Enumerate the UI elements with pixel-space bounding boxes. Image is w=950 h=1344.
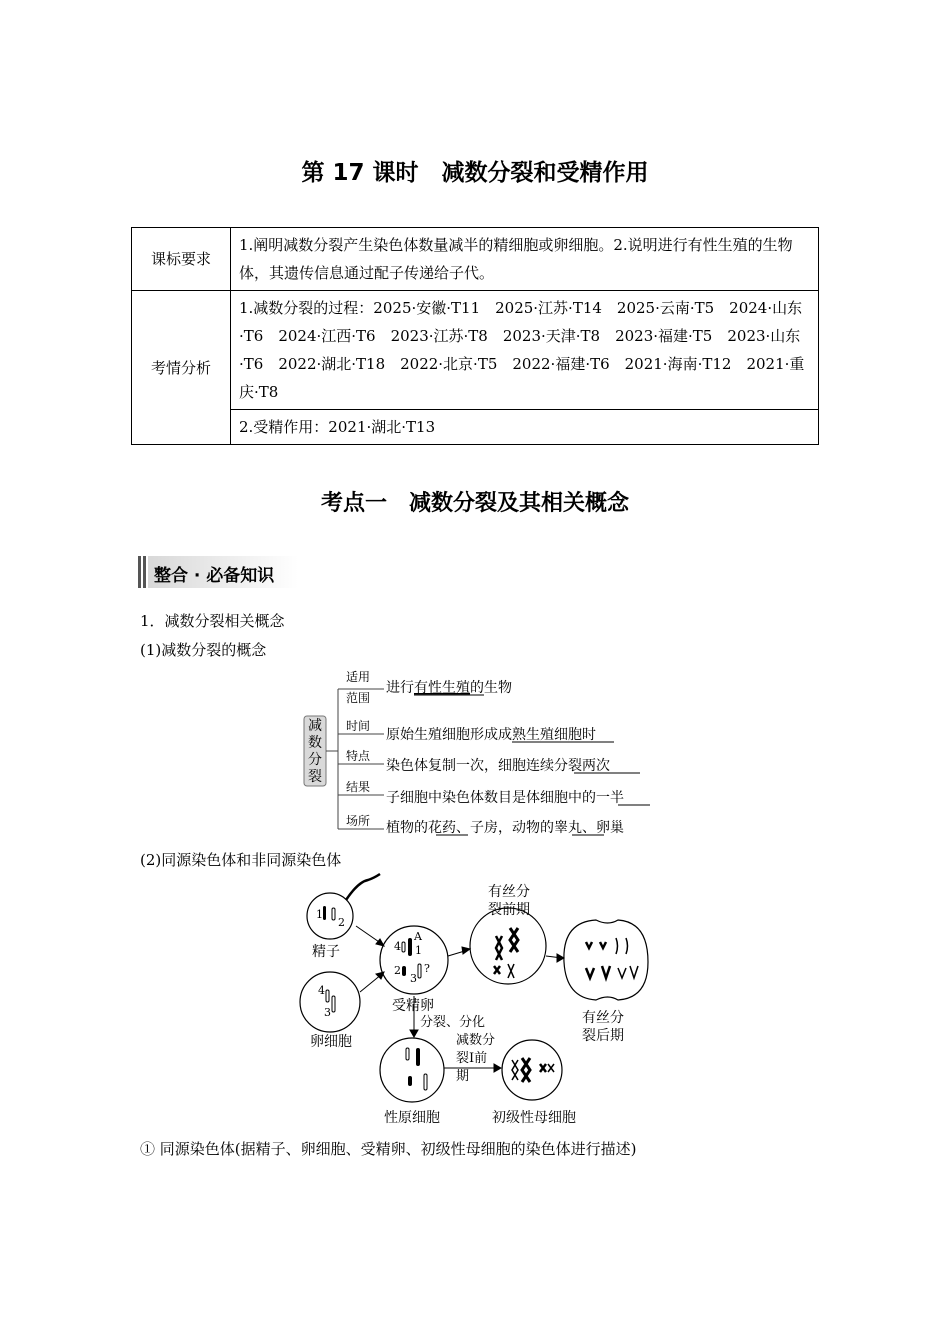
item-1: 1．减数分裂相关概念 xyxy=(140,612,285,630)
result-text: 子细胞中染色体数目是体细胞中的一半 xyxy=(386,790,624,806)
analysis-text-2: 2.受精作用：2021·湖北·T13 xyxy=(231,410,819,445)
label-mitosis-anaphase: 裂后期 xyxy=(582,1028,624,1044)
label-germ-cell: 性原细胞 xyxy=(384,1110,440,1126)
label-mitosis-anaphase: 有丝分 xyxy=(582,1010,624,1026)
label-meiosis: 减数分 xyxy=(456,1033,496,1048)
root-char: 减 xyxy=(308,718,322,734)
root-char: 分 xyxy=(308,752,322,768)
label-place: 场所 xyxy=(346,814,371,828)
time-text: 原始生殖细胞形成成熟生殖细胞时 xyxy=(386,727,596,743)
banner-text: 整合 · 必备知识 xyxy=(154,566,275,586)
req-label: 课标要求 xyxy=(132,228,231,291)
item-1-2: (2)同源染色体和非同源染色体 xyxy=(140,851,342,869)
label-result: 结果 xyxy=(346,780,371,794)
mitosis-prophase-cell xyxy=(470,908,546,984)
num-2: 2 xyxy=(338,916,345,929)
requirements-table xyxy=(131,227,819,445)
label-scope: 范围 xyxy=(346,691,371,705)
label-scope: 适用 xyxy=(346,670,371,684)
item-homolog: ① 同源染色体(据精子、卵细胞、受精卵、初级性母细胞的染色体进行描述) xyxy=(140,1140,637,1158)
label-meiosis: 裂Ⅰ前 xyxy=(456,1051,488,1066)
banner-bar xyxy=(138,556,141,588)
num-A: A xyxy=(414,930,422,943)
label-zygote: 受精卵 xyxy=(392,998,434,1014)
num-1: 1 xyxy=(316,908,323,921)
num-3: 3 xyxy=(324,1006,331,1019)
num-4: 4 xyxy=(394,940,401,953)
num-3: 3 xyxy=(410,972,417,985)
banner-bar xyxy=(143,556,146,588)
root-char: 数 xyxy=(308,735,322,751)
num-4: 4 xyxy=(318,984,325,997)
knowledge-banner xyxy=(138,556,298,588)
label-feature: 特点 xyxy=(346,749,371,763)
page-title: 第 17 课时 减数分裂和受精作用 xyxy=(301,160,649,186)
label-mitosis-prophase: 裂前期 xyxy=(488,902,530,918)
num-2: 2 xyxy=(394,964,401,977)
label-mitosis-prophase: 有丝分 xyxy=(488,884,530,900)
num-1: 1 xyxy=(415,944,422,957)
label-egg: 卵细胞 xyxy=(310,1034,352,1050)
analysis-text-1: 1.减数分裂的过程：2025·安徽·T11 2025·江苏·T14 2025·云南·T5 2024·山东·T6 2024·江西·T6 2023·江苏·T8 2023·天津·T8 2023·福建·T5 2023·山东·T6 2022·湖北·T18 2022·北京·T5 2022·福建·T6 2021·海南·T12 2021·重庆·T8 xyxy=(231,291,819,410)
meiosis-concept-map xyxy=(296,664,656,842)
sperm-tail xyxy=(346,874,380,900)
section-title: 考点一 减数分裂及其相关概念 xyxy=(320,491,629,516)
place-text: 植物的花药、子房，动物的睾丸、卵巢 xyxy=(386,820,624,836)
egg-cell xyxy=(300,972,360,1032)
label-primary-cell: 初级性母细胞 xyxy=(492,1110,576,1126)
req-text: 1.阐明减数分裂产生染色体数量减半的精细胞或卵细胞。2.说明进行有性生殖的生物体，其遗传信息通过配子传递给子代。 xyxy=(231,228,819,291)
label-divide: 分裂、分化 xyxy=(420,1015,486,1030)
mitosis-anaphase-cell xyxy=(564,920,648,1000)
root-char: 裂 xyxy=(308,769,322,785)
homologous-chromosome-figure xyxy=(296,870,666,1130)
label-time: 时间 xyxy=(346,719,371,733)
num-q: ? xyxy=(424,962,430,975)
analysis-label: 考情分析 xyxy=(132,291,231,445)
label-sperm: 精子 xyxy=(312,944,340,960)
feature-text: 染色体复制一次，细胞连续分裂两次 xyxy=(386,758,610,774)
label-meiosis: 期 xyxy=(456,1069,470,1084)
item-1-1: (1)减数分裂的概念 xyxy=(140,641,267,659)
scope-text: 进行有性生殖的生物 xyxy=(386,680,512,696)
germ-cell xyxy=(380,1038,444,1102)
